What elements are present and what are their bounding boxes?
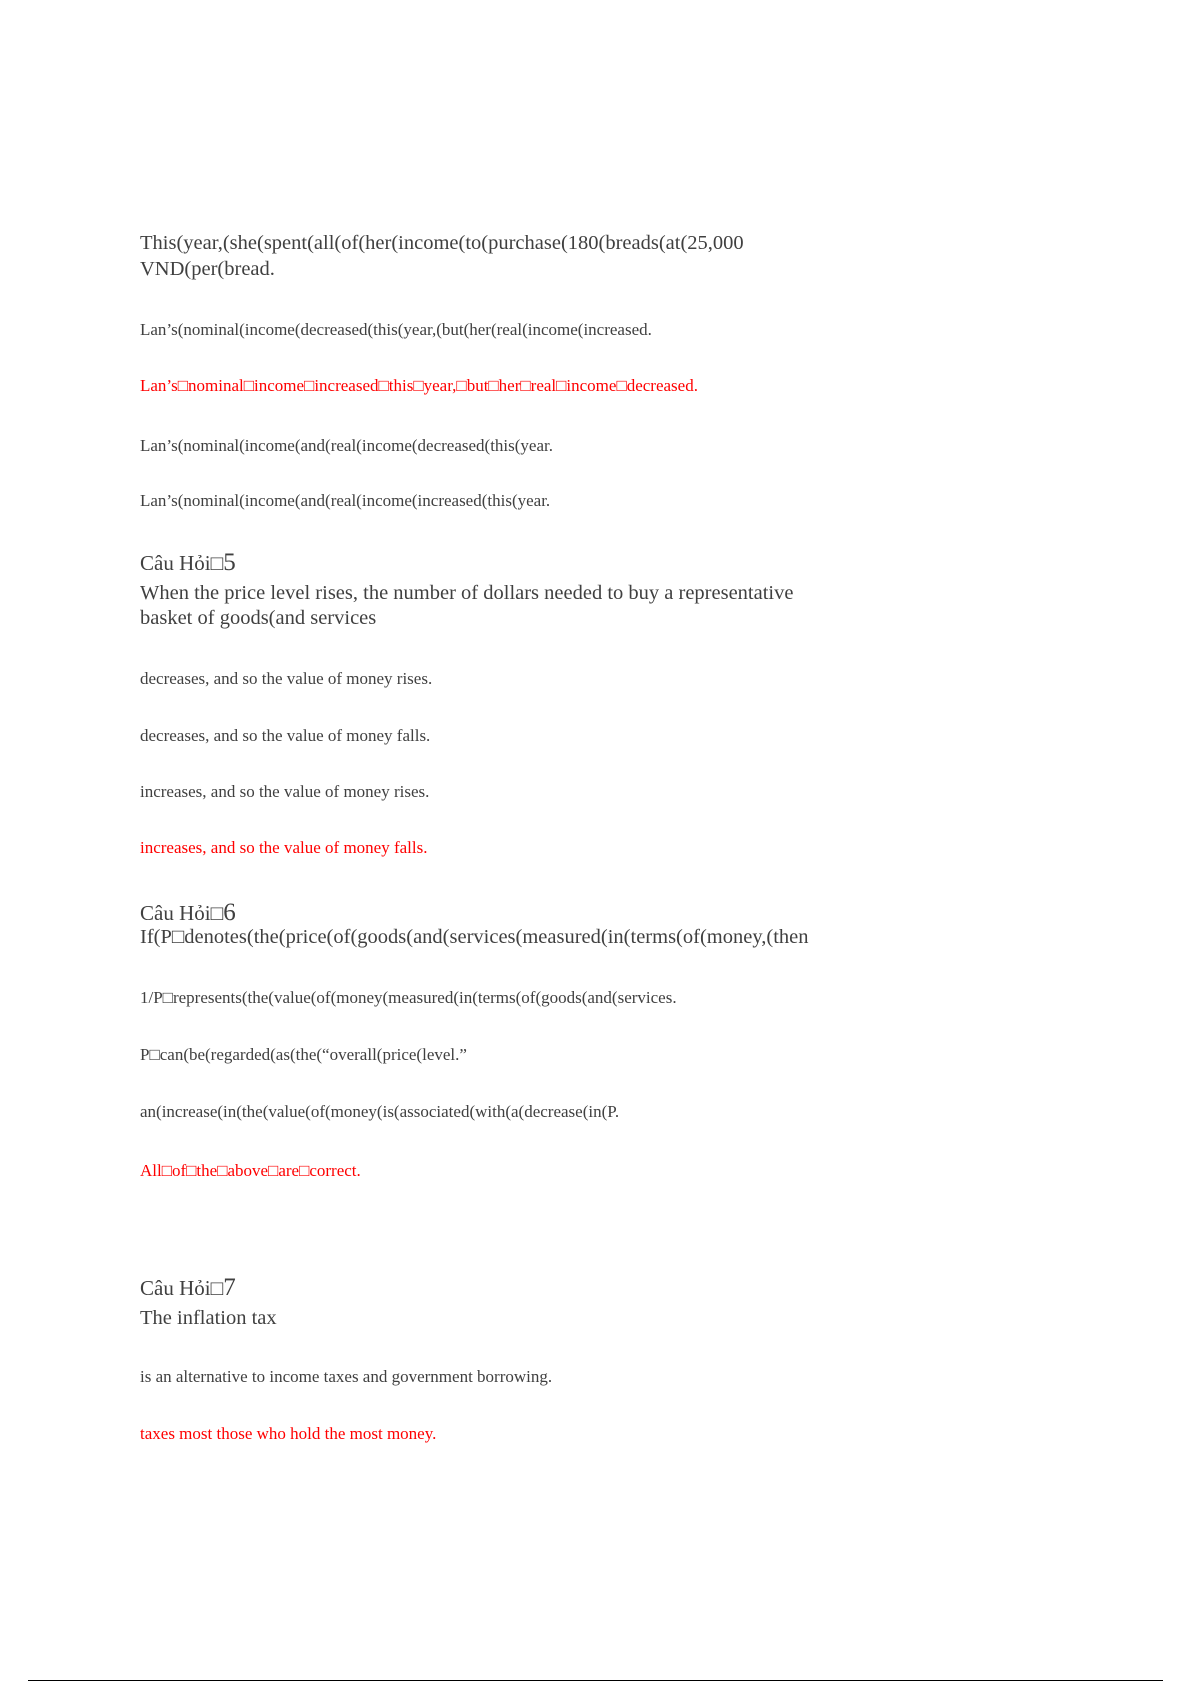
q6-title xyxy=(140,899,236,927)
q4-option-c: Lan’s(nominal(income(and(real(income(decreased(this(year. xyxy=(140,436,553,455)
q6-title-prefix: Câu Hỏi□ xyxy=(140,901,224,925)
q4-option-d: Lan’s(nominal(income(and(real(income(increased(this(year. xyxy=(140,491,551,510)
q6-option-a: 1/P□represents(the(value(of(money(measured(in(terms(of(goods(and(services. xyxy=(140,988,677,1007)
q5-stem-line-1: When the price level rises, the number of dollars needed to buy a representative xyxy=(140,582,794,604)
q7-number: 7 xyxy=(223,1274,236,1301)
q7-stem-line-1: The inflation tax xyxy=(140,1307,277,1329)
q5-title xyxy=(140,549,236,577)
q7-option-a: is an alternative to income taxes and government borrowing. xyxy=(140,1367,553,1386)
page-bottom-rule xyxy=(28,1680,1163,1681)
q7-title-prefix: Câu Hỏi□ xyxy=(140,1276,224,1300)
q5-number: 5 xyxy=(223,549,236,576)
q4-option-b-correct: Lan’s□nominal□income□increased□this□year,□but□her□real□income□decreased. xyxy=(140,376,698,395)
q7-title xyxy=(140,1274,236,1302)
q6-option-c: an(increase(in(the(value(of(money(is(associated(with(a(decrease(in(P. xyxy=(140,1102,620,1121)
q6-option-d-correct: All□of□the□above□are□correct. xyxy=(140,1161,361,1180)
q6-stem-line-1: If(P□denotes(the(price(of(goods(and(services(measured(in(terms(of(money,(then xyxy=(140,926,809,948)
q5-stem-line-2: basket of goods(and services xyxy=(140,607,377,629)
q6-option-b: P□can(be(regarded(as(the(“overall(price(level.” xyxy=(140,1045,467,1064)
q5-option-c: increases, and so the value of money rises. xyxy=(140,782,430,801)
q4-stem-line-1: This(year,(she(spent(all(of(her(income(to(purchase(180(breads(at(25,000 xyxy=(140,232,744,254)
q5-option-a: decreases, and so the value of money rises. xyxy=(140,669,433,688)
q7-option-b-correct: taxes most those who hold the most money. xyxy=(140,1424,437,1443)
q4-stem-line-2: VND(per(bread. xyxy=(140,258,275,280)
q5-option-d-correct: increases, and so the value of money falls. xyxy=(140,838,428,857)
q5-option-b: decreases, and so the value of money falls. xyxy=(140,726,431,745)
q5-title-prefix: Câu Hỏi□ xyxy=(140,551,224,575)
q4-option-a: Lan’s(nominal(income(decreased(this(year,(but(her(real(income(increased. xyxy=(140,320,652,339)
q6-number: 6 xyxy=(223,899,236,926)
